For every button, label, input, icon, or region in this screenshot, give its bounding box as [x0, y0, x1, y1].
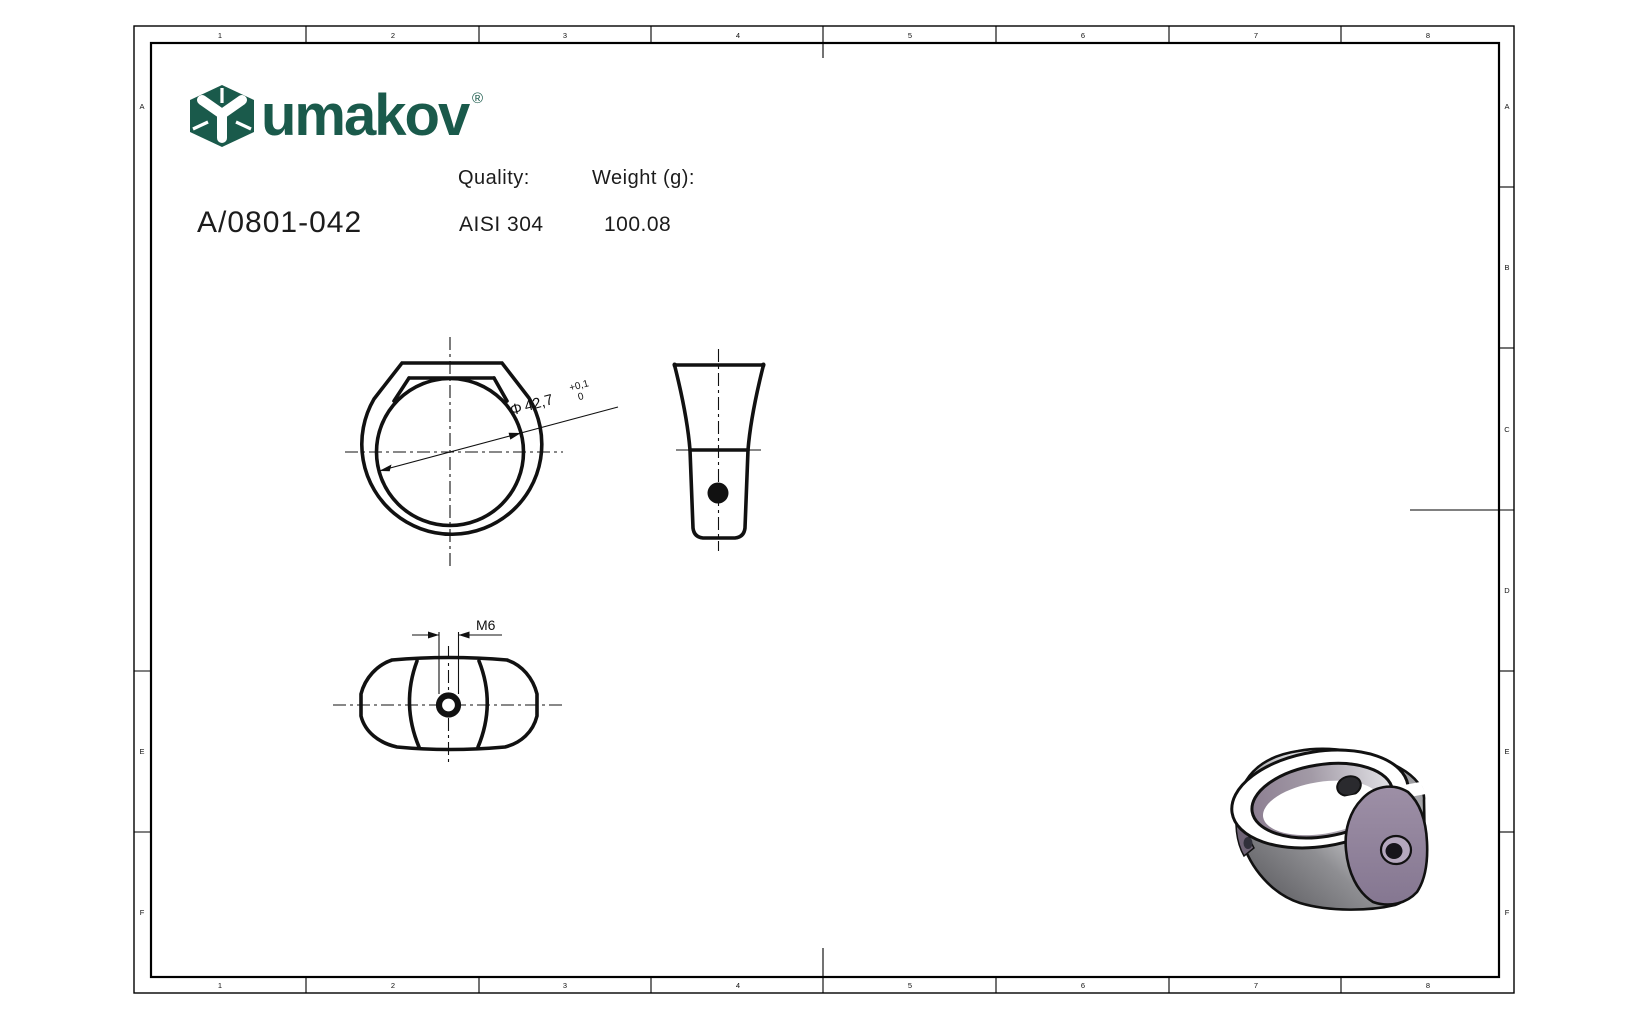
zone-label: C	[1504, 425, 1510, 434]
zone-label: A	[1504, 102, 1510, 111]
thread-dimension	[412, 617, 502, 694]
zone-label: 1	[217, 31, 223, 40]
front-outer-profile	[362, 363, 542, 534]
zone-label: 6	[1080, 31, 1086, 40]
weight-label: Weight (g):	[592, 167, 695, 189]
zone-label: 3	[562, 31, 568, 40]
zone-label: 2	[390, 981, 396, 990]
bottom-tapped-hole	[439, 696, 458, 715]
zone-label: 8	[1425, 31, 1431, 40]
bottom-surface-line-right	[478, 661, 487, 747]
zone-label: F	[1504, 908, 1510, 917]
bottom-zone-labels	[218, 981, 1430, 990]
zone-label: 3	[562, 981, 568, 990]
bore-dimension-text: Φ42,7	[508, 391, 556, 420]
header-block	[190, 83, 695, 239]
zone-label: 4	[735, 981, 741, 990]
zone-label: 7	[1253, 31, 1259, 40]
zone-label: 4	[735, 31, 741, 40]
brand-wordmark: umakov	[261, 83, 469, 148]
part-number: A/0801-042	[197, 206, 363, 239]
bore-diameter-dimension	[379, 378, 618, 471]
left-zone-labels	[139, 102, 144, 917]
zone-label: 1	[217, 981, 223, 990]
quality-value: AISI 304	[459, 213, 544, 236]
bottom-zone-dividers	[306, 948, 1341, 993]
thread-dimension-text: M6	[476, 617, 496, 633]
top-zone-labels	[218, 31, 1430, 40]
bore-tolerance-upper: +0,1	[568, 378, 591, 395]
side-hole	[708, 483, 729, 504]
bore-tolerance-lower: 0	[576, 391, 586, 404]
umakov-logo-icon	[190, 85, 254, 147]
weight-value: 100.08	[604, 213, 672, 236]
zone-label: E	[139, 747, 145, 756]
zone-label: D	[1504, 586, 1510, 595]
front-view	[345, 337, 618, 570]
zone-label: 6	[1080, 981, 1086, 990]
quality-label: Quality:	[458, 167, 530, 189]
zone-label: E	[1504, 747, 1510, 756]
bottom-surface-line-left	[409, 661, 419, 747]
zone-label: 7	[1253, 981, 1259, 990]
registered-trademark-icon: ®	[472, 90, 484, 107]
isometric-3d-view	[1225, 738, 1428, 909]
zone-label: F	[139, 908, 145, 917]
zone-label: 5	[907, 31, 913, 40]
zone-label: 2	[390, 31, 396, 40]
right-face-hole	[1386, 843, 1403, 859]
zone-label: 8	[1425, 981, 1431, 990]
left-face-hole	[1244, 837, 1253, 849]
side-view	[674, 349, 764, 551]
zone-label: B	[1504, 263, 1510, 272]
zone-label: 5	[907, 981, 913, 990]
bottom-view	[333, 617, 563, 764]
zone-label: A	[139, 102, 145, 111]
